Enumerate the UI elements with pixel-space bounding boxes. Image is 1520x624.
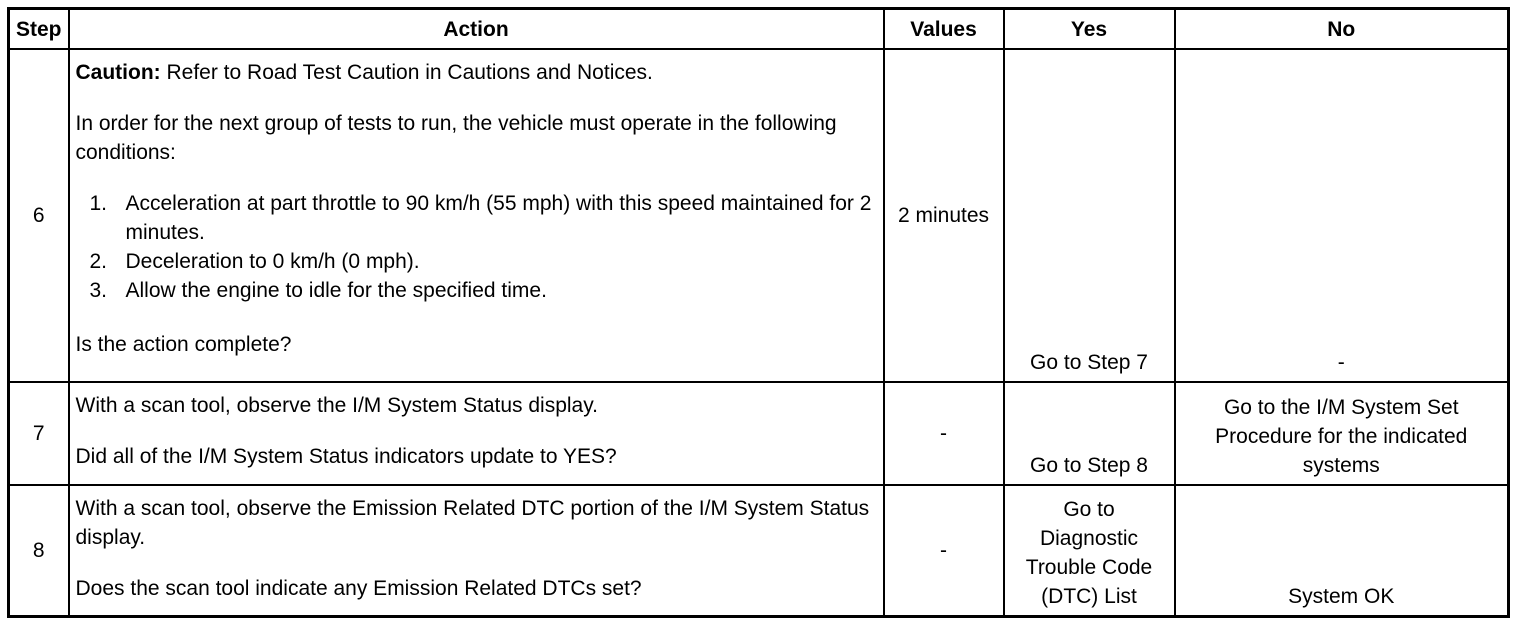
question-text: Does the scan tool indicate any Emission Related DTCs set? <box>75 577 642 600</box>
header-step: Step <box>9 9 69 50</box>
values-cell: - <box>884 382 1004 485</box>
action-text: With a scan tool, observe the Emission Related DTC portion of the I/M System Status display. <box>75 497 870 549</box>
action-cell <box>69 485 884 616</box>
action-text: With a scan tool, observe the I/M System Status display. <box>75 394 598 417</box>
list-item <box>76 247 877 276</box>
no-cell: Go to the I/M System Set Procedure for the indicated systems <box>1175 382 1509 485</box>
header-row <box>9 9 1509 50</box>
question-text: Is the action complete? <box>75 333 292 356</box>
list-text: Allow the engine to idle for the specified time. <box>125 279 547 302</box>
no-cell: System OK <box>1175 485 1509 616</box>
step-number: 7 <box>9 382 69 485</box>
header-no: No <box>1175 9 1509 50</box>
values-cell: - <box>884 485 1004 616</box>
diagnostic-table <box>7 7 1510 618</box>
yes-cell: Go to Step 8 <box>1004 382 1175 485</box>
table-row-step-7 <box>9 382 1509 485</box>
values-cell: 2 minutes <box>884 49 1004 382</box>
question-text: Did all of the I/M System Status indicators update to YES? <box>75 445 617 468</box>
list-text: Acceleration at part throttle to 90 km/h (55 mph) with this speed maintained for 2 minutes. <box>125 192 872 244</box>
action-cell <box>69 382 884 485</box>
conditions-list <box>76 189 877 305</box>
header-action: Action <box>69 9 884 50</box>
caution-line <box>76 58 877 87</box>
list-item <box>76 189 877 247</box>
table-row-step-6 <box>9 49 1509 382</box>
list-number: 3. <box>89 279 108 302</box>
yes-cell: Go to Step 7 <box>1004 49 1175 382</box>
intro-text: In order for the next group of tests to run, the vehicle must operate in the following conditions: <box>75 112 837 164</box>
list-number: 2. <box>89 250 108 273</box>
no-cell: - <box>1175 49 1509 382</box>
action-cell <box>69 49 884 382</box>
step-number: 8 <box>9 485 69 616</box>
header-values: Values <box>884 9 1004 50</box>
header-yes: Yes <box>1004 9 1175 50</box>
list-text: Deceleration to 0 km/h (0 mph). <box>125 250 420 273</box>
yes-cell: Go to Diagnostic Trouble Code (DTC) List <box>1004 485 1175 616</box>
step-number: 6 <box>9 49 69 382</box>
caution-text: Refer to Road Test Caution in Cautions and Notices. <box>160 61 653 84</box>
table-row-step-8 <box>9 485 1509 616</box>
list-number: 1. <box>89 192 108 215</box>
list-item <box>76 276 877 305</box>
caution-label: Caution: <box>75 61 161 84</box>
